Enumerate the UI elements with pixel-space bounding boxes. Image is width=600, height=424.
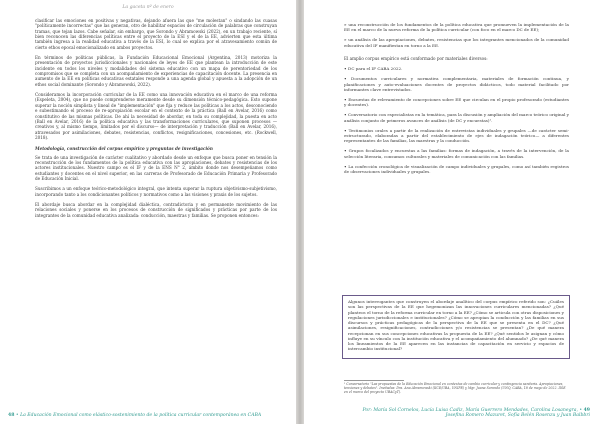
bullet-icon: •: [344, 127, 349, 133]
footnote-number: ¹: [344, 382, 346, 386]
footnote-text: Conversatorio "Las propuestas de la Educación Emocional en contextos de cambio curricular y contingencia sanitaria. Apropiaciones, tensiones y debates". Invitadas: Dra. Ana Abramowski (IICE/UBA, UNIPE) y Mgr. Juana Sorondo (UNQ, CABA, 18 de mayo de 2022. IISE en el marco del proyecto UBACyT).: [344, 382, 566, 394]
footer-authors-continued: Josefina Romero Mazuret, Sofía Belén Rosenzu y Juan Balbbri: [445, 413, 590, 418]
book-gutter: [296, 0, 304, 424]
bullet-icon: »: [344, 37, 349, 43]
list-item: • Testimonios orales a partir de la realización de entrevistas individuales y grupales —de carácter semi-estructurado, elaboradas a partir del establecimiento de ejes de indagación teórico— a diferentes representantes de las familias, las maestras y la conducción.: [344, 127, 569, 144]
right-footer: [363, 408, 590, 418]
list-item: • La confección cronológica de visualización de campo individuales y grupales, como así también registros de observaciones individuales y grupales.: [344, 163, 570, 174]
footer-authors: Por: María Sol Cornelos, Lucía Luisa Cadiz, María Guerrero Mendades, Carolina Losanegra,: [362, 408, 578, 413]
paragraph: clasificar las emociones en positivas y negativas, dejando afuera las que "me molestan" o sindando las cuasas "políticamente incorrectas" que las generan, otro de habilitar espacios de circulación de palabras que construyan tramas, que tejan lazos. Cabe señalar, sin embargo, que Sorondo y Abramowski (2022), en un trabajo reciente, sí bien reconocen las diferencias políticas entre el proyecto de la ESI y el de la EE, advierten que esta última también ingresa a la realidad educativa a través de la ESI, lo cual se explica por el atravesamiento común de cierto ethos epocal emocionalizado en ambos proyectos.: [35, 18, 277, 50]
bullet-icon: •: [344, 76, 352, 82]
right-page: [304, 0, 600, 424]
footer-separator-icon: •: [15, 413, 19, 418]
left-page: [0, 0, 296, 424]
list-item: » un análisis de las apropiaciones, debates, resistencias que los integrantes mencionados de la comunidad educativa del IF manifiestan en torno a la EE.: [344, 37, 569, 48]
list-item: » una reconstrucción de los fundamentos de la política educativa que promueven la implementación de la EE en el marco de la nueva reforma de la política curricular (con foco en el marco DC de EE);: [344, 22, 569, 33]
bullet-icon: •: [344, 148, 349, 154]
running-head: La gaceta nº de enero: [122, 5, 174, 10]
bullet-icon: •: [344, 96, 349, 102]
list-item: • Documentos curriculares y normativa complementaria, materiales de formación continua, y planificaciones y auto-evaluaciones docentes de proyectos didácticos, todo material facilitado por informantes clave entrevistados.: [344, 76, 569, 92]
paragraph: Consideramos la incorporación curricular de la EE como una innovación educativa en el marco de una reforma (Espeleta, 2004), que no puede comprenderse meramente desde su dimensión técnico-pedagógica. Esto supone superar la noción simplista y lineal de "implementación" que fija y reduce las políticas a los actos, desconociendo e subestimando el proceso de re-apropiación escolar en el contexto de la práctica (Ball en Avelar, 2016) como constitutivo de las mismas políticas. De ahí la necesidad de abordar, en toda su complejidad, la puesta en acto (Ball en Avelar, 2016) de la política educativa y las transformaciones curriculares, que suponen procesos —creativos y, al mismo tiempo, limitados por el discurso— de interpretación y traducción (Ball en Avelar, 2016), atravesados por asimilaciones, debates, resistencias, conflictos, resignificaciones, concesiones, etc. (Rockwell, 2018).: [35, 92, 277, 140]
paragraph: En términos de políticas públicas, la Fundación Educacional Emocional (Argentina, 2013) motoriza la presentación de proyectos jurisdiccionales y nacionales de leyes de EE que plantean la introducción de este incidente en todos los niveles y modalidades del sistema educativo con un mapa de perentoriedad de los compromisos que se completa con un acompañamiento de experiencias de capacitación docente. La presencia en aumento de la EE en políticas educativas estatales responde a una agenda global y apuesta a la adopción de un ethos social dominante (Sorondo y Abramowski, 2022).: [35, 55, 277, 87]
research-questions: Algunos interrogantes que construyen el abordaje analítico del corpus empírico referido son: ¿Cuáles son las perspectivas de la EE que hegemonizan las innovaciones curriculares mencionadas? ¿Qué planteos el torno de la reforma curricular en torno a la EE? ¿Cómo se articula con otras disposiciones y regulaciones jurisdiccionales e institucionales? ¿Cómo se apropian la conducción y las familias en sus discursos y prácticas pedagógicas de la perspectiva de la EE que se presenta en el DC? ¿Qué asimilaciones, resignificaciones, contradicciones y/o resistencias se presentan? ¿De qué manera recepcionan en sus concepciones educativas la propuesta de la EE? ¿Qué sentidos le asignan y cómo influye en su vínculo con la institución educativa y el acompañamiento del alumnado? ¿De qué manera los lineamientos de la EE aparecen en las instancias de capacitación en servicio y espacios de intercambio institucional?: [348, 299, 564, 352]
bullet-icon: »: [344, 22, 349, 27]
page-number: 48: [8, 413, 15, 418]
paragraph: El abordaje busca abordar en la complejidad dialéctica, contradictoria y en permanente movimiento de las relaciones sociales y ponerse en los procesos de construcción de significados y prácticas por parte de los integrantes de la comunidad educativa analizada: conducción, maestras y familias. Se proponen entonces:: [35, 201, 277, 218]
list-item: • DC para el IF CABA 2022.: [344, 66, 403, 72]
corpus-intro: El amplio corpus empírico está conformado por materiales diversos:: [344, 55, 488, 61]
right-column: [344, 22, 569, 179]
list-item: • Encuestas de relevamiento de concepciones sobre EE que circulan en el propio profesorado (estudiantes y docentes).: [344, 96, 569, 108]
footnote: [344, 382, 569, 394]
paragraph: Suscribimos a un enfoque teórico-metodológico integral, que intenta superar la ruptura objetivismo-subjetivismo, incorporando tanto a los condicionantes políticos y normativos como a las visiones y praxis de los sujetos.: [35, 186, 277, 197]
bullet-icon: •: [344, 112, 349, 118]
research-questions-box: [342, 295, 570, 359]
footnote-divider: [344, 380, 404, 381]
list-item: • Conversatorio con especialistas en la temática, para la discusión y ampliación del marco teórico original y análisis conjunto de primeros avances de análisis (de DC y encuestas)¹.: [344, 112, 569, 123]
bullet-icon: •: [344, 163, 349, 169]
footer-title: La Educación Emocional como elástico-sostenimiento de la política curricular contemporánea en CABA: [20, 413, 262, 418]
left-column: [35, 18, 277, 223]
section-heading: Metodología, construcción del corpus empírico y preguntas de investigación: [35, 146, 213, 152]
bullet-icon: •: [344, 66, 349, 72]
paragraph: Se trata de una investigación de carácter cualitativo y abordado desde un enfoque que busca poner en tensión la reconstrucción de los fundamentos de la política educativa con las apropiaciones, debates y resistencias de los actores institucionales. Nuestro campo es el IF y de la ENS N° 2, ámbito donde nos desempeñamos como estudiantes y docentes en el nivel superior, en las carreras de Profesorado de Educación Primaria y Profesorado de Educación Inicial.: [35, 154, 277, 181]
page-number: 49: [583, 408, 590, 413]
list-item: • Grupos focalizados y encuestas a las familias: formas de indagación, a través de la intervención, de la selección literaria, consumos culturales y materiales de comunicación con las familias.: [344, 148, 569, 159]
left-footer: [8, 413, 261, 418]
footer-separator-icon: •: [579, 408, 583, 413]
